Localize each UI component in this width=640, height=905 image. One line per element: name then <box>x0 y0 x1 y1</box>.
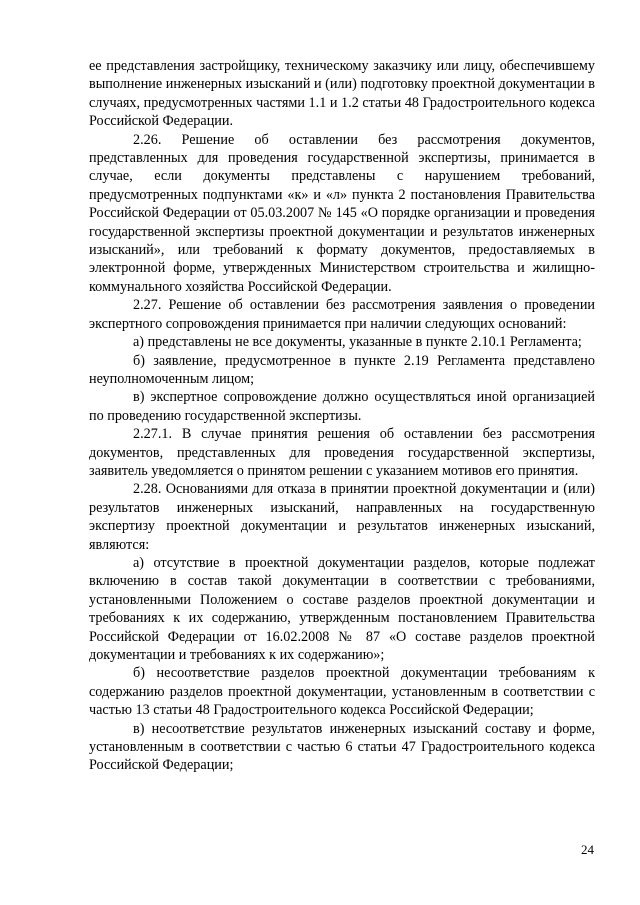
document-body <box>89 57 595 775</box>
list-item-b: б) заявление, предусмотренное в пункте 2.19 Регламента представлено неуполномоченным лицом; <box>89 352 595 387</box>
list-item-v: в) экспертное сопровождение должно осуществляться иной организацией по проведению государственной экспертизы. <box>89 389 595 424</box>
paragraph-2-28: 2.28. Основаниями для отказа в принятии проектной документации и (или) результатов инженерных изысканий, направленных на государственную экспертизу проектной документации и результатов инженерных изысканий, являются: <box>89 481 595 553</box>
list-item-a-2: а) отсутствие в проектной документации разделов, которые подлежат включению в состав такой документации в соответствии с требованиями, установленными Положением о составе разделов проектной документации и требованиях к их содержанию, утвержденным постановлением Правительства Российской Федерации от 16.02.2008 № 87 «О составе разделов проектной документации и требованиях к их содержанию»; <box>89 554 595 663</box>
paragraph-2-27: 2.27. Решение об оставлении без рассмотрения заявления о проведении экспертного сопровождения принимается при наличии следующих оснований: <box>89 297 595 332</box>
list-item-b-2: б) несоответствие разделов проектной документации требованиям к содержанию разделов проектной документации, установленным в соответствии с частью 13 статьи 48 Градостроительного кодекса Российской Федерации; <box>89 665 595 719</box>
paragraph-2-27-1: 2.27.1. В случае принятия решения об оставлении без рассмотрения документов, представленных для проведения государственной экспертизы, заявитель уведомляется о принятом решении с указанием мотивов его принятия. <box>89 426 595 479</box>
list-item-v-2: в) несоответствие результатов инженерных изысканий составу и форме, установленным в соответствии с частью 6 статьи 47 Градостроительного кодекса Российской Федерации; <box>89 720 595 774</box>
paragraph-2-26: 2.26. Решение об оставлении без рассмотрения документов, представленных для проведения государственной экспертизы, принимается в случае, если документы представлены с нарушением требований, предусмотренных подпунктами «к» и «л» пункта 2 постановления Правительства Российской Федерации от 05.03.2007 № 145 «О порядке организации и проведения государственной экспертизы проектной документации и результатов инженерных изысканий», или требований к формату документов, предоставляемых в электронной форме, утвержденных Министерством строительства и жилищно-коммунального хозяйства Российской Федерации. <box>89 131 595 295</box>
paragraph-continuation: ее представления застройщику, техническому заказчику или лицу, обеспечившему выполнение инженерных изысканий и (или) подготовку проектной документации в случаях, предусмотренных частями 1.1 и 1.2 статьи 48 Градостроительного кодекса Российской Федерации. <box>89 58 595 130</box>
page-number: 24 <box>581 842 594 857</box>
list-item-a: а) представлены не все документы, указанные в пункте 2.10.1 Регламента; <box>133 334 582 351</box>
